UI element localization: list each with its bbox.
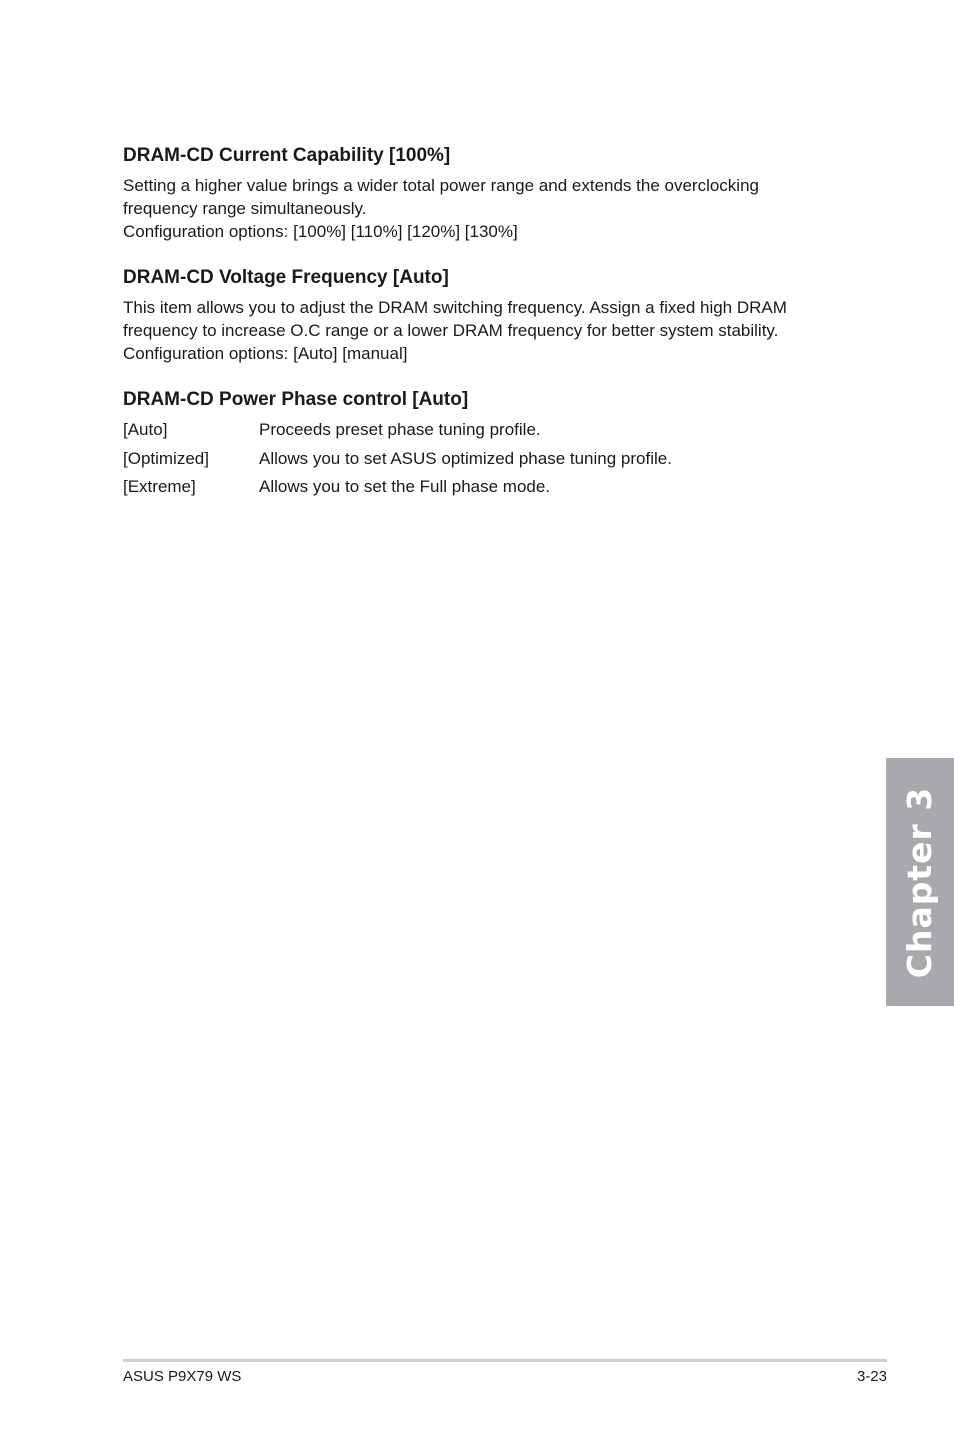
section-heading: DRAM-CD Current Capability [100%] bbox=[123, 145, 451, 166]
footer-divider bbox=[123, 1359, 887, 1362]
config-options-line: Configuration options: [100%] [110%] [120%] [130%] bbox=[123, 222, 518, 241]
section-current-capability bbox=[123, 142, 823, 243]
option-key: [Auto] bbox=[123, 420, 168, 439]
section-power-phase-control bbox=[123, 386, 823, 504]
section-line: frequency range simultaneously. bbox=[123, 199, 367, 218]
footer-page-number: 3-23 bbox=[856, 1368, 887, 1385]
section-line: Setting a higher value brings a wider total power range and extends the overclocking bbox=[123, 176, 759, 195]
option-description: Allows you to set ASUS optimized phase tuning profile. bbox=[259, 448, 672, 468]
option-key: [Extreme] bbox=[123, 477, 196, 496]
option-description: Proceeds preset phase tuning profile. bbox=[259, 420, 541, 439]
section-line: This item allows you to adjust the DRAM switching frequency. Assign a fixed high DRAM bbox=[123, 298, 787, 317]
section-line: frequency to increase O.C range or a lower DRAM frequency for better system stability. bbox=[123, 321, 779, 340]
option-row bbox=[123, 447, 823, 476]
option-description: Allows you to set the Full phase mode. bbox=[259, 477, 551, 496]
option-key: [Optimized] bbox=[123, 448, 209, 468]
chapter-tab-label: Chapter 3 bbox=[900, 786, 940, 978]
section-heading: DRAM-CD Power Phase control [Auto] bbox=[123, 389, 469, 410]
option-row bbox=[123, 418, 823, 447]
section-heading: DRAM-CD Voltage Frequency [Auto] bbox=[123, 267, 449, 288]
option-row bbox=[123, 475, 823, 504]
footer-product-name: ASUS P9X79 WS bbox=[123, 1368, 242, 1385]
config-options-line: Configuration options: [Auto] [manual] bbox=[123, 344, 408, 363]
chapter-tab bbox=[886, 758, 954, 1006]
section-voltage-frequency bbox=[123, 264, 823, 365]
page-content bbox=[123, 142, 823, 525]
